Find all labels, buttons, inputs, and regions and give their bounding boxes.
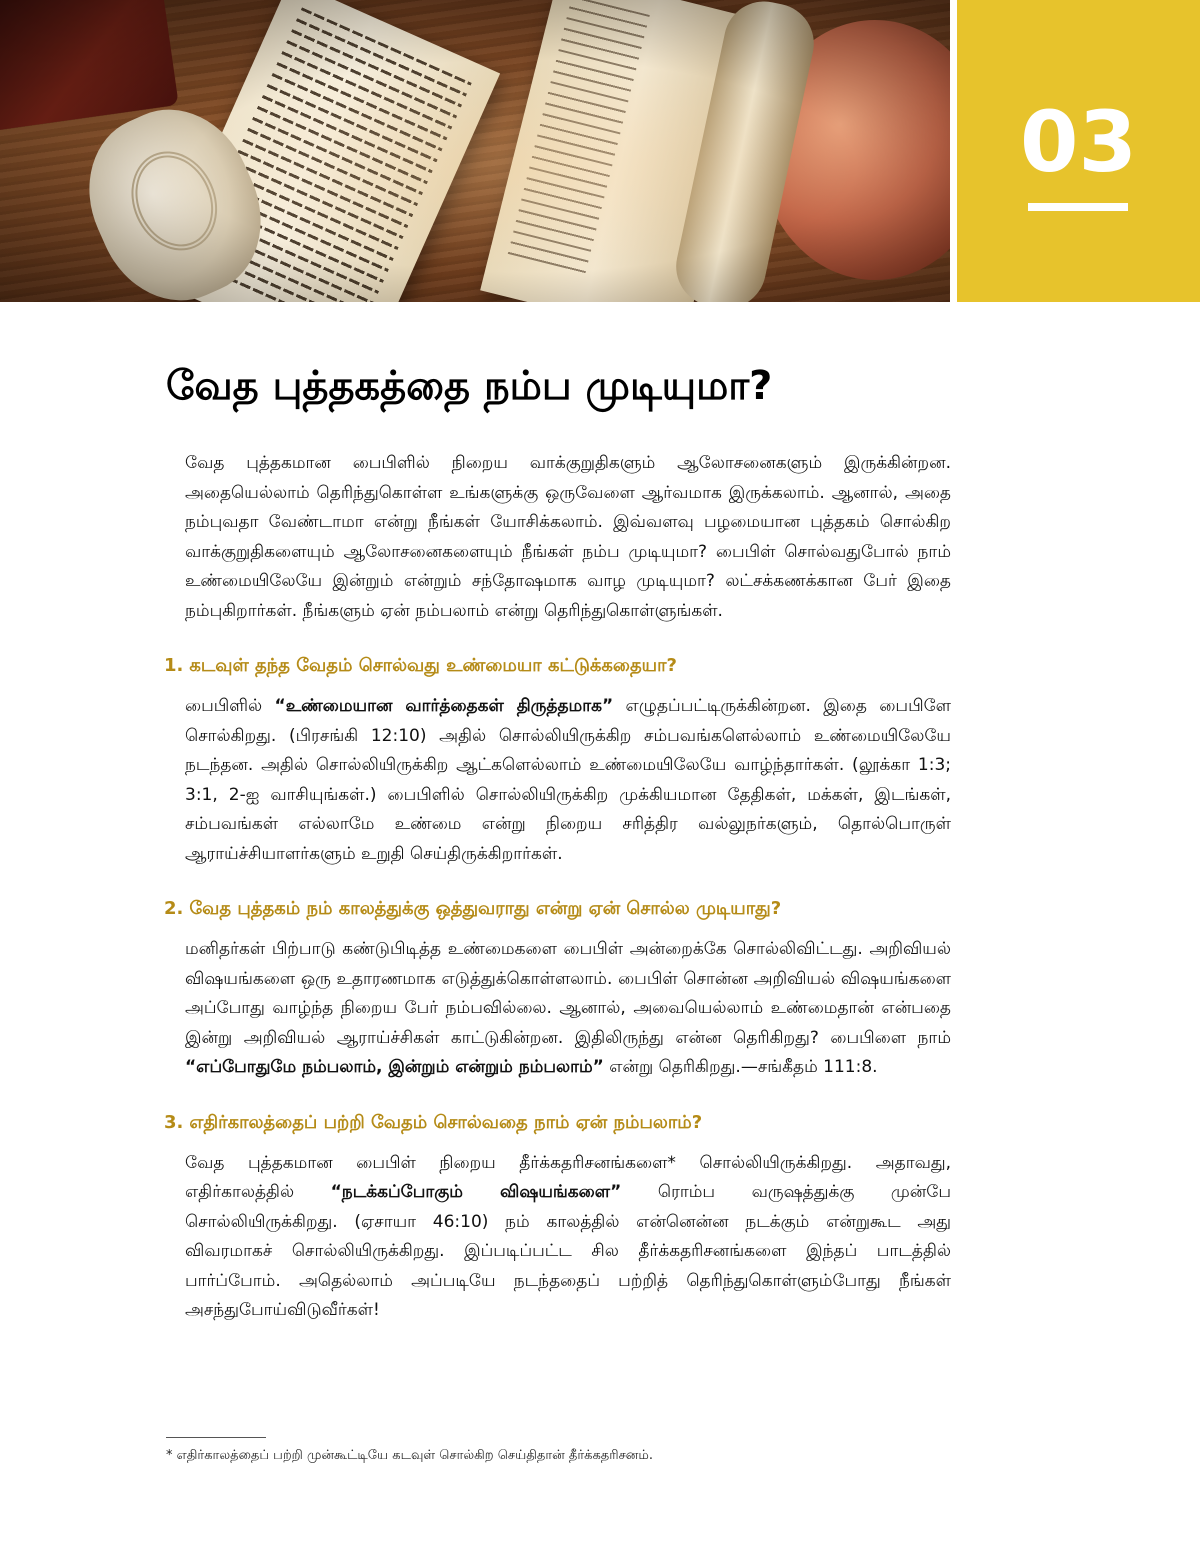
page-title: வேத புத்தகத்தை நம்ப முடியுமா? <box>166 363 773 409</box>
section-3-heading-text: எதிர்காலத்தைப் பற்றி வேதம் சொல்வதை நாம் ஏன் நம்பலாம்? <box>189 1111 703 1133</box>
section-1-quote: “உண்மையான வார்த்தைகள் திருத்தமாக” <box>274 696 614 716</box>
section-1-heading <box>164 652 964 680</box>
section-2-text-after: என்று தெரிகிறது.—சங்கீதம் 111:8. <box>603 1057 878 1077</box>
section-3-number: 3. <box>164 1111 184 1133</box>
section-1-text-before: பைபிளில் <box>185 696 275 716</box>
chapter-number: 03 <box>1020 93 1137 191</box>
section-3-quote: “நடக்கப்போகும் விஷயங்களை” <box>330 1182 622 1202</box>
section-1-text-after: எழுதப்பட்டிருக்கின்றன. இதை பைபிளே சொல்கிறது. (பிரசங்கி 12:10) அதில் சொல்லியிருக்கிற சம்பவங்களெல்லாம் உண்மையிலேயே நடந்தன. அதில் சொல்லியிருக்கிற ஆட்களெல்லாம் உண்மையிலேயே வாழ்ந்தார்கள். (லூக்கா 1:3; 3:1, 2-ஐ வாசியுங்கள்.) பைபிளில் சொல்லியிருக்கிற முக்கியமான தேதிகள், மக்கள், இடங்கள், சம்பவங்கள் எல்லாமே உண்மை என்று நிறைய சரித்திர வல்லுநர்களும், தொல்பொருள் ஆராய்ச்சியாளர்களும் உறுதி செய்திருக்கிறார்கள். <box>185 696 951 864</box>
footnote: * எதிர்காலத்தைப் பற்றி முன்கூட்டியே கடவுள் சொல்கிற செய்திதான் தீர்க்கதரிசனம். <box>166 1448 654 1463</box>
footnote-separator <box>166 1437 266 1438</box>
main-content <box>164 449 951 1326</box>
section-2-text-before: மனிதர்கள் பிற்பாடு கண்டுபிடித்த உண்மைகளை பைபிள் அன்றைக்கே சொல்லிவிட்டது. அறிவியல் விஷயங்களை ஒரு உதாரணமாக எடுத்துக்கொள்ளலாம். பைபிள் சொன்ன அறிவியல் விஷயங்களை அப்போது வாழ்ந்த நிறைய பேர் நம்பவில்லை. ஆனால், அவையெல்லாம் உண்மைதான் என்பதை இன்று அறிவியல் ஆராய்ச்சிகள் காட்டுகின்றன. இதிலிருந்து என்ன தெரிகிறது? பைபிளை நாம் <box>185 939 951 1048</box>
chapter-number-block <box>957 0 1200 302</box>
section-1-heading-text: கடவுள் தந்த வேதம் சொல்வது உண்மையா கட்டுக்கதையா? <box>189 655 677 676</box>
section-3-text-before: வேத புத்தகமான பைபிள் நிறைய தீர்க்கதரிசனங்களை* சொல்லியிருக்கிறது. அதாவது, எதிர்காலத்தில் <box>185 1152 951 1202</box>
header-photo-scrolls <box>0 0 950 302</box>
section-3-heading <box>164 1109 964 1137</box>
section-1-number: 1. <box>164 655 184 676</box>
section-2-paragraph <box>185 935 951 1083</box>
section-3-paragraph <box>185 1149 951 1326</box>
section-1-paragraph <box>185 692 951 869</box>
section-2-number: 2. <box>164 898 184 919</box>
photo-vignette <box>0 0 950 302</box>
section-2-heading-text: வேத புத்தகம் நம் காலத்துக்கு ஒத்துவராது என்று ஏன் சொல்ல முடியாது? <box>189 898 782 919</box>
section-2-quote: “எப்போதுமே நம்பலாம், இன்றும் என்றும் நம்பலாம்” <box>185 1057 604 1077</box>
chapter-underline <box>1028 203 1128 211</box>
intro-paragraph: வேத புத்தகமான பைபிளில் நிறைய வாக்குறுதிகளும் ஆலோசனைகளும் இருக்கின்றன. அதையெல்லாம் தெரிந்துகொள்ள உங்களுக்கு ஒருவேளை ஆர்வமாக இருக்கலாம். ஆனால், அதை நம்புவதா வேண்டாமா என்று நீங்கள் யோசிக்கலாம். இவ்வளவு பழமையான புத்தகம் சொல்கிற வாக்குறுதிகளையும் ஆலோசனைகளையும் நீங்கள் நம்ப முடியுமா? பைபிள் சொல்வதுபோல் நாம் உண்மையிலேயே இன்றும் என்றும் சந்தோஷமாக வாழ முடியுமா? லட்சக்கணக்கான பேர் இதை நம்புகிறார்கள். நீங்களும் ஏன் நம்பலாம் என்று தெரிந்துகொள்ளுங்கள். <box>185 453 951 621</box>
section-2-heading <box>164 895 964 923</box>
section-3-text-after: ரொம்ப வருஷத்துக்கு முன்பே சொல்லியிருக்கிறது. (ஏசாயா 46:10) நம் காலத்தில் என்னென்ன நடக்கும் என்றுகூட அது விவரமாகச் சொல்லியிருக்கிறது. இப்படிப்பட்ட சில தீர்க்கதரிசனங்களை இந்தப் பாடத்தில் பார்ப்போம். அதெல்லாம் அப்படியே நடந்ததைப் பற்றித் தெரிந்துகொள்ளும்போது நீங்கள் அசந்துபோய்விடுவீர்கள்! <box>185 1182 951 1320</box>
